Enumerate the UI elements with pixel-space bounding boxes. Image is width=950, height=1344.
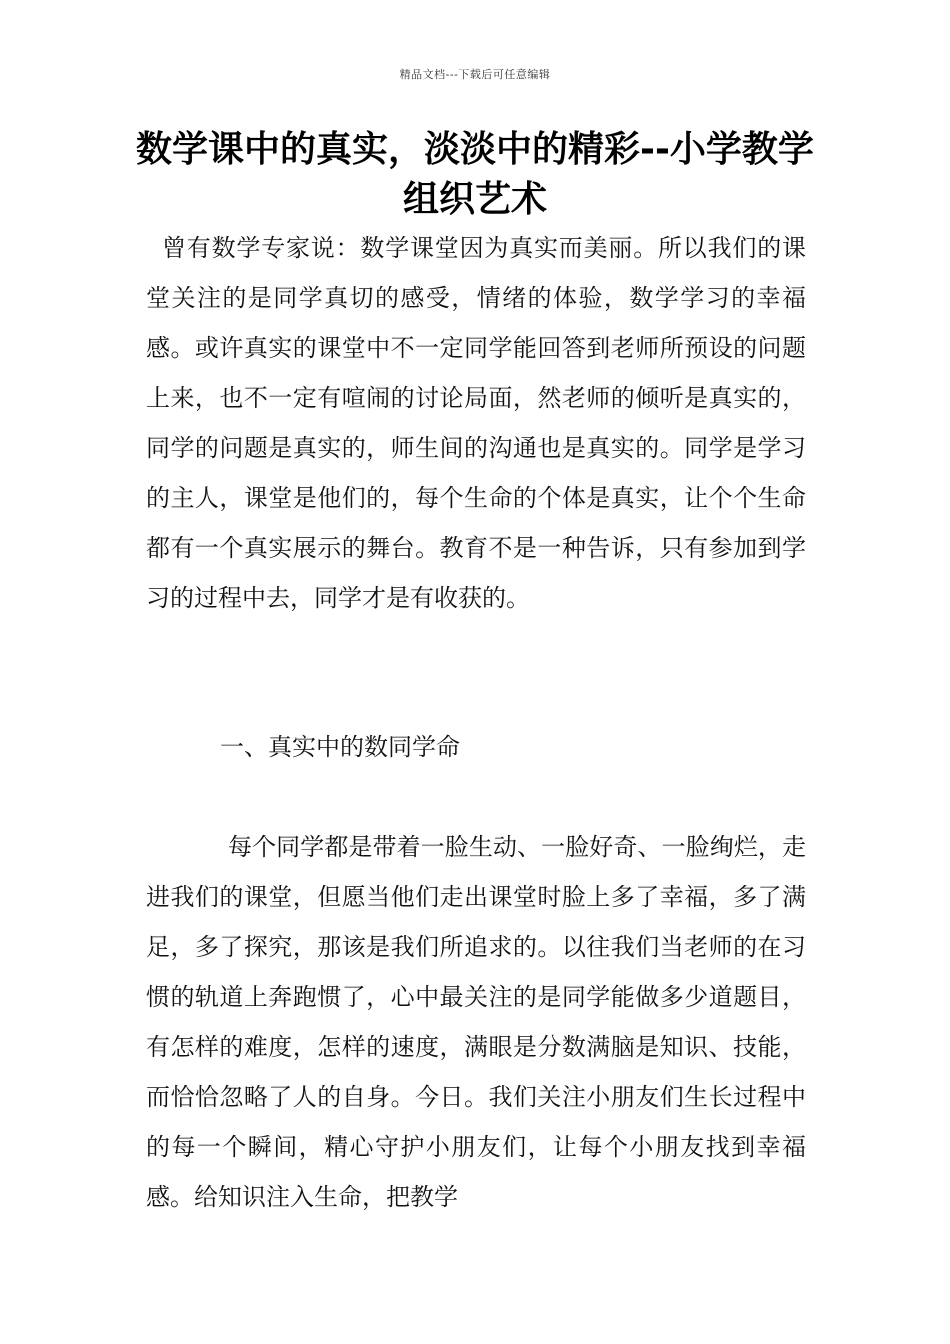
section-paragraph: 每个同学都是带着一脸生动、一脸好奇、一脸绚烂，走进我们的课堂，但愿当他们走出课堂时脸上多了幸福，多了满足，多了探究，那该是我们所追求的。以往我们当老师的在习惯的轨道上奔跑惯了，心中最关注的是同学能做多少道题目，有怎样的难度，怎样的速度，满眼是分数满脑是知识、技能，而恰恰忽略了人的自身。今日。我们关注小朋友们生长过程中的每一个瞬间，精心守护小朋友们，让每个小朋友找到幸福感。给知识注入生命，把教学 [146, 833, 806, 1211]
intro-paragraph: 曾有数学专家说：数学课堂因为真实而美丽。所以我们的课堂关注的是同学真切的感受，情绪的体验，数学学习的幸福感。或许真实的课堂中不一定同学能回答到老师所预设的问题上来，也不一定有喧闹的讨论局面，然老师的倾听是真实的，同学的问题是真实的，师生间的沟通也是真实的。同学是学习的主人，课堂是他们的，每个生命的个体是真实，让个个生命都有一个真实展示的舞台。教育不是一种告诉，只有参加到学习的过程中去，同学才是有收获的。 [146, 234, 806, 612]
header-note: 精品文档---下载后可任意编辑 [399, 68, 551, 81]
section-heading: 一、真实中的数同学命 [220, 733, 460, 761]
document-title: 数学课中的真实，淡淡中的精彩--小学教学组织艺术 [136, 129, 814, 220]
